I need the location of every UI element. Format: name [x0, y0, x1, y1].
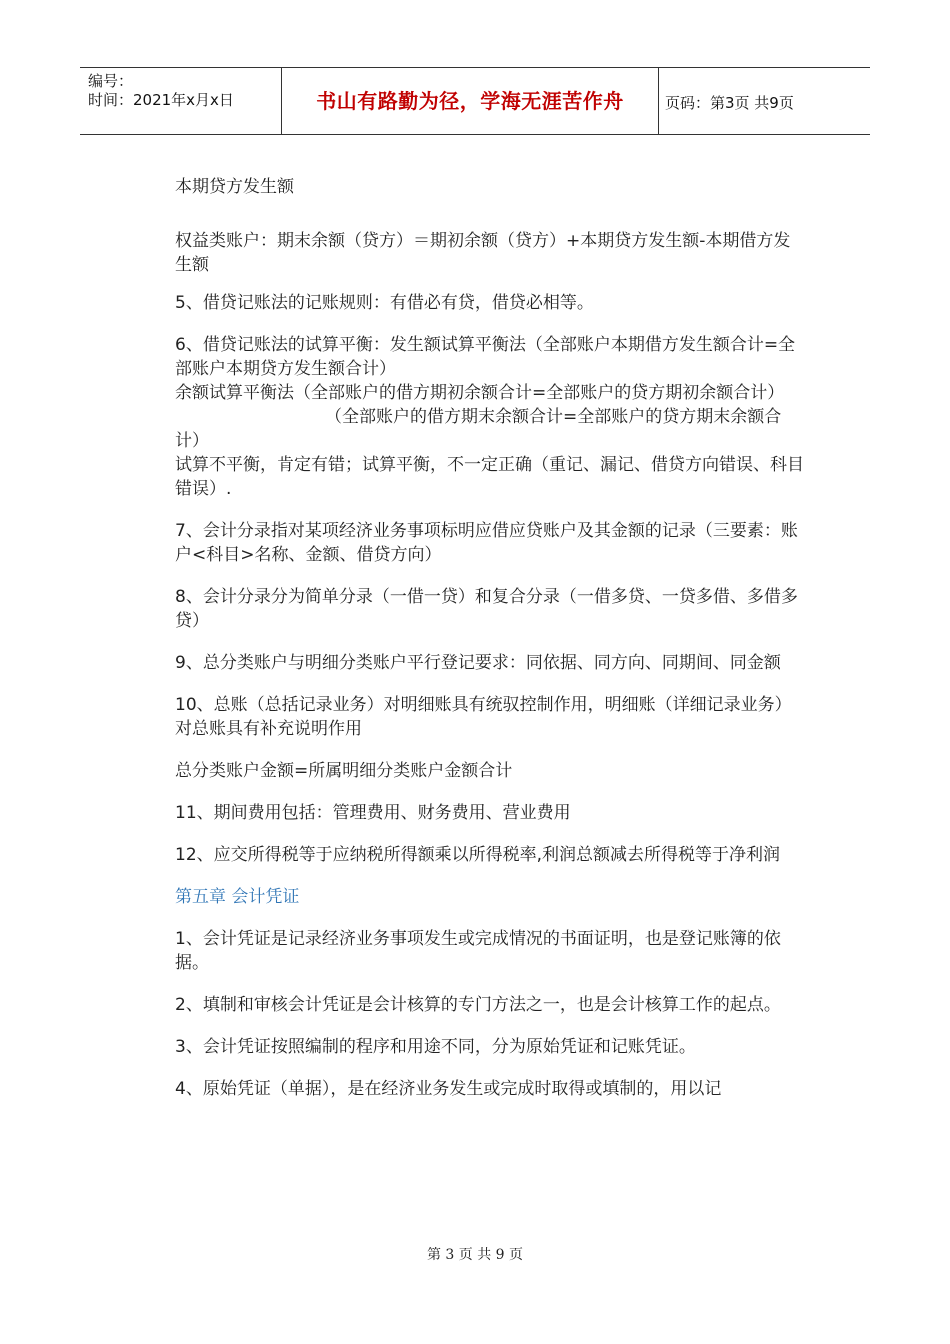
document-code-label: 编号：	[88, 72, 134, 90]
paragraph: 4、原始凭证（单据），是在经济业务发生或完成时取得或填制的，用以记	[175, 1079, 722, 1099]
paragraph: 试算不平衡，肯定有错；试算平衡，不一定正确（重记、漏记、借贷方向错误、科目错误）.	[175, 455, 804, 499]
paragraph: 余额试算平衡法（全部账户的借方期初余额合计=全部账户的贷方期初余额合计）	[175, 383, 785, 403]
paragraph: 10、总账（总括记录业务）对明细账具有统驭控制作用，明细账（详细记录业务）对总账具有补充说明作用	[175, 695, 792, 739]
document-date-label: 时间：2021年x月x日	[88, 91, 234, 109]
paragraph: 5、借贷记账法的记账规则：有借必有贷，借贷必相等。	[175, 293, 594, 313]
paragraph: 总分类账户金额=所属明细分类账户金额合计	[175, 761, 513, 781]
header-page-info: 页码：第3页 共9页	[665, 94, 794, 112]
paragraph: 9、总分类账户与明细分类账户平行登记要求：同依据、同方向、同期间、同金额	[175, 653, 781, 673]
paragraph: 权益类账户：期末余额（贷方）＝期初余额（贷方）+本期贷方发生额-本期借方发生额	[175, 231, 791, 275]
header-meta	[80, 68, 282, 134]
paragraph: 12、应交所得税等于应纳税所得额乘以所得税率,利润总额减去所得税等于净利润	[175, 845, 781, 865]
paragraph: 6、借贷记账法的试算平衡：发生额试算平衡法（全部账户本期借方发生额合计=全部账户本期贷方发生额合计）	[175, 335, 796, 379]
paragraph: 2、填制和审核会计凭证是会计核算的专门方法之一，也是会计核算工作的起点。	[175, 995, 781, 1015]
paragraph: 3、会计凭证按照编制的程序和用途不同，分为原始凭证和记账凭证。	[175, 1037, 696, 1057]
page-footer: 第 3 页 共 9 页	[426, 1247, 524, 1263]
paragraph: （全部账户的借方期末余额合计=全部账户的贷方期末余额合计）	[175, 407, 782, 451]
paragraph: 1、会计凭证是记录经济业务事项发生或完成情况的书面证明，也是登记账簿的依据。	[175, 929, 781, 973]
chapter-heading: 第五章 会计凭证	[175, 887, 300, 907]
paragraph: 本期贷方发生额	[175, 177, 294, 197]
paragraph: 8、会计分录分为简单分录（一借一贷）和复合分录（一借多贷、一贷多借、多借多贷）	[175, 587, 798, 631]
paragraph: 7、会计分录指对某项经济业务事项标明应借应贷账户及其金额的记录（三要素：账户<科目>名称、金额、借贷方向）	[175, 521, 798, 565]
paragraph: 11、期间费用包括：管理费用、财务费用、营业费用	[175, 803, 571, 823]
page-header	[80, 67, 870, 135]
header-motto: 书山有路勤为径，学海无涯苦作舟	[282, 68, 659, 134]
document-body	[175, 175, 805, 1101]
